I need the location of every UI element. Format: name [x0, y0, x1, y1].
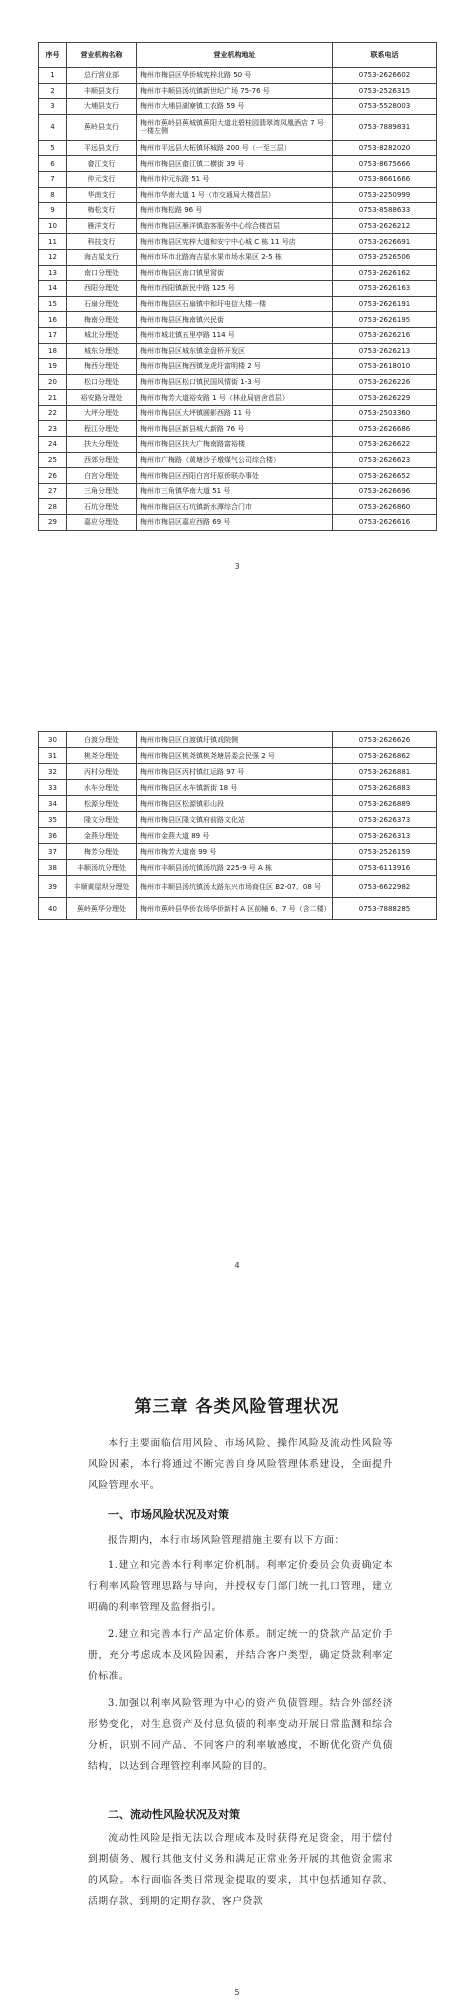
branch-phone: 0753-2626860: [333, 499, 437, 515]
row-no: 37: [39, 844, 67, 860]
branch-address: 梅州市梅芳大道裕安路 1 号（林业局宿舍首层）: [137, 390, 333, 406]
branch-name: 科技支行: [67, 234, 137, 250]
branch-name: 西阳分理处: [67, 281, 137, 297]
table-row: [39, 748, 437, 764]
chapter-intro: [88, 1433, 393, 1496]
header-branch-name: 营业机构名称: [67, 43, 137, 68]
branch-name: 大坪分理处: [67, 405, 137, 421]
branch-address: 梅州市梅县区大坪镇圆影西路 11 号: [137, 405, 333, 421]
branch-address: 梅州市梅县区梅南镇兴民街: [137, 312, 333, 328]
branch-address: 梅州市梅县区宪梓大道和安宁中心城 C 栋 11 号店: [137, 234, 333, 250]
page-number: 3: [234, 562, 240, 571]
paragraph: [88, 1555, 393, 1618]
branch-address: 梅州市华南大道 1 号（市交通局大楼首层）: [137, 187, 333, 203]
row-no: 38: [39, 860, 67, 876]
branch-name: 平远县支行: [67, 140, 137, 156]
branch-phone: 0753-2626881: [333, 764, 437, 780]
branch-address: 梅州市梅县区丙村镇红运路 97 号: [137, 764, 333, 780]
table-row: [39, 156, 437, 172]
branch-phone: 0753-8661666: [333, 171, 437, 187]
branch-address: 梅州市金燕大道 89 号: [137, 828, 333, 844]
branch-name: 隆文分理处: [67, 812, 137, 828]
branch-name: 水车分理处: [67, 780, 137, 796]
table-row: [39, 218, 437, 234]
branch-phone: 0753-2526315: [333, 83, 437, 99]
branch-name: 华南支行: [67, 187, 137, 203]
branch-address: 梅州市梅县区石坑镇新水潭综合门市: [137, 499, 333, 515]
row-no: 25: [39, 452, 67, 468]
branch-address: 梅州市梅县区水车镇新街 18 号: [137, 780, 333, 796]
row-no: 9: [39, 203, 67, 219]
table-row: [39, 515, 437, 531]
branch-address: 梅州市梅县区石扇镇中和圩电信大楼一楼: [137, 296, 333, 312]
branch-address: 梅州市丰顺县汤坑镇汤坑路 225-9 号 A 栋: [137, 860, 333, 876]
table-row: [39, 265, 437, 281]
branch-address: 梅州市梅县区南口镇里窝街: [137, 265, 333, 281]
branch-address: 梅州市广梅路（黄塘沙子墩煤气公司综合楼）: [137, 452, 333, 468]
branch-phone: 0753-8282020: [333, 140, 437, 156]
row-no: 7: [39, 171, 67, 187]
branch-address: 梅州市梅县区新县城大新路 76 号: [137, 421, 333, 437]
branch-name: 白宫分理处: [67, 468, 137, 484]
branch-name: 石扇分理处: [67, 296, 137, 312]
branch-address: 梅州市梅县区嘉应西路 69 号: [137, 515, 333, 531]
branch-address: 梅州市梅县区松口镇民国风情街 1-3 号: [137, 374, 333, 390]
branch-name: 总行营业部: [67, 68, 137, 84]
header-no: 序号: [39, 43, 67, 68]
branch-name: 裕安路分理处: [67, 390, 137, 406]
row-no: 32: [39, 764, 67, 780]
table-row: [39, 187, 437, 203]
row-no: 16: [39, 312, 67, 328]
table-row: [39, 732, 437, 748]
branch-name: 丰顺黄屋坝分理处: [67, 876, 137, 898]
branch-phone: 0753-7888285: [333, 898, 437, 920]
branch-address: 梅州市梅县区白渡镇圩镇戏院侧: [137, 732, 333, 748]
branch-phone: 0753-2626226: [333, 374, 437, 390]
branch-name: 嘉应分理处: [67, 515, 137, 531]
row-no: 23: [39, 421, 67, 437]
branch-address: 梅州市蕉岭县华侨农场华侨新村 A 区前幢 6、7 号（含二楼）: [137, 898, 333, 920]
branch-name: 西郊分理处: [67, 452, 137, 468]
branch-name: 城北分理处: [67, 327, 137, 343]
branch-phone: 0753-2250999: [333, 187, 437, 203]
row-no: 40: [39, 898, 67, 920]
branch-phone: 0753-8588633: [333, 203, 437, 219]
branch-address: 梅州市梅县区扶大广梅南路富裕楼: [137, 437, 333, 453]
branch-address: 梅州市仲元东路 51 号: [137, 171, 333, 187]
branch-address: 梅州市梅县区城东镇金盘桥开发区: [137, 343, 333, 359]
branch-phone: 0753-2626213: [333, 343, 437, 359]
table-row: [39, 99, 437, 115]
branch-address: 梅州市梅县区桃尧镇桃尧塘居委会民强 2 号: [137, 748, 333, 764]
table-row: [39, 483, 437, 499]
branch-name: 金燕分理处: [67, 828, 137, 844]
row-no: 28: [39, 499, 67, 515]
row-no: 33: [39, 780, 67, 796]
paragraph-text: 2.建立和完善本行产品定价体系。制定统一的贷款产品定价手册，充分考虑成本及风险因素，并结合客户类型，确定贷款利率定价标准。: [88, 1629, 393, 1682]
paragraph-text: 本行主要面临信用风险、市场风险、操作风险及流动性风险等风险因素，本行将通过不断完善自身风险管理体系建设，全面提升风险管理水平。: [88, 1438, 393, 1491]
row-no: 11: [39, 234, 67, 250]
table-row: [39, 844, 437, 860]
row-no: 6: [39, 156, 67, 172]
row-no: 3: [39, 99, 67, 115]
table-row: [39, 234, 437, 250]
table-row: [39, 780, 437, 796]
paragraph: [88, 1624, 393, 1687]
table-row: [39, 860, 437, 876]
branch-phone: 0753-2626216: [333, 327, 437, 343]
paragraph: [88, 1693, 393, 1777]
branch-phone: 0753-2626889: [333, 796, 437, 812]
branch-phone: 0753-2626862: [333, 748, 437, 764]
branch-name: 蕉岭蕉华分理处: [67, 898, 137, 920]
row-no: 4: [39, 114, 67, 140]
branch-address: 梅州市梅县区畲江镇二横街 39 号: [137, 156, 333, 172]
branch-phone: 0753-2626691: [333, 234, 437, 250]
branch-name: 畲江支行: [67, 156, 137, 172]
branch-name: 梅南分理处: [67, 312, 137, 328]
branch-address: 梅州市丰顺县汤坑镇汤太路东兴市场商住区 B2-07、08 号: [137, 876, 333, 898]
branch-address: 梅州市西阳镇新民中路 125 号: [137, 281, 333, 297]
header-phone: 联系电话: [333, 43, 437, 68]
branch-table-page-3: [38, 42, 437, 531]
table-row: [39, 828, 437, 844]
page-number: 4: [234, 1261, 240, 1270]
table-row: [39, 171, 437, 187]
row-no: 26: [39, 468, 67, 484]
branch-address: 梅州市梅县区雁洋镇游客服务中心综合楼首层: [137, 218, 333, 234]
table-row: [39, 374, 437, 390]
section-heading-liquidity-risk: 二、流动性风险状况及对策: [108, 1808, 240, 1821]
branch-name: 城东分理处: [67, 343, 137, 359]
row-no: 27: [39, 483, 67, 499]
row-no: 22: [39, 405, 67, 421]
branch-phone: 0753-2626652: [333, 468, 437, 484]
table-row: [39, 468, 437, 484]
table-row: [39, 281, 437, 297]
chapter-title: 第三章 各类风险管理状况: [134, 1397, 340, 1417]
paragraph-text: 3.加强以利率风险管理为中心的资产负债管理。结合外部经济形势变化，对生息资产及付息负债的利率变动开展日常监测和综合分析，识别不同产品、不同客户的利率敏感度，不断优化资产负债结构，以达到合理管控利率风险的目的。: [88, 1698, 393, 1772]
branch-phone: 0753-2626686: [333, 421, 437, 437]
table-row: [39, 312, 437, 328]
paragraph-text: 流动性风险是指无法以合理成本及时获得充足资金，用于偿付到期债务、履行其他支付义务和满足正常业务开展的其他资金需求的风险。本行面临各类日常现金提取的要求，其中包括通知存款、活期存款、到期的定期存款、客户贷款: [88, 1833, 393, 1907]
branch-name: 海吉星支行: [67, 249, 137, 265]
table-row: [39, 203, 437, 219]
branch-name: 松源分理处: [67, 796, 137, 812]
branch-phone: 0753-2626229: [333, 390, 437, 406]
branch-name: 程江分理处: [67, 421, 137, 437]
row-no: 24: [39, 437, 67, 453]
branch-name: 丰顺县支行: [67, 83, 137, 99]
branch-phone: 0753-7889831: [333, 114, 437, 140]
table-row: [39, 140, 437, 156]
table-row: [39, 437, 437, 453]
branch-phone: 0753-2626163: [333, 281, 437, 297]
row-no: 1: [39, 68, 67, 84]
table-row: [39, 327, 437, 343]
branch-phone: 0753-2626162: [333, 265, 437, 281]
branch-phone: 0753-2626195: [333, 312, 437, 328]
table-row: [39, 796, 437, 812]
branch-table-page-4: [38, 731, 437, 920]
branch-name: 梅西分理处: [67, 359, 137, 375]
branch-phone: 0753-2626313: [333, 828, 437, 844]
row-no: 18: [39, 343, 67, 359]
branch-name: 南口分理处: [67, 265, 137, 281]
branch-phone: 0753-2626696: [333, 483, 437, 499]
branch-address: 梅州市蕉岭县蕉城镇蕉阳大道北碧桂园翡翠湾凤凰酒店 7 号一楼左侧: [137, 114, 333, 140]
branch-phone: 0753-2626212: [333, 218, 437, 234]
branch-address: 梅州市梅松路 96 号: [137, 203, 333, 219]
branch-name: 梅松支行: [67, 203, 137, 219]
branch-name: 白渡分理处: [67, 732, 137, 748]
row-no: 12: [39, 249, 67, 265]
section-heading-market-risk: 一、市场风险状况及对策: [108, 1508, 229, 1521]
table-row: [39, 359, 437, 375]
table-row: [39, 343, 437, 359]
branch-address: 梅州市平远县大柘镇环城路 200 号（一至三层）: [137, 140, 333, 156]
branch-phone: 0753-2626622: [333, 437, 437, 453]
header-branch-address: 营业机构地址: [137, 43, 333, 68]
branch-phone: 0753-2626623: [333, 452, 437, 468]
row-no: 14: [39, 281, 67, 297]
paragraph: [88, 1530, 393, 1551]
branch-phone: 0753-2626883: [333, 780, 437, 796]
paragraph-text: 1.建立和完善本行利率定价机制。利率定价委员会负责确定本行利率风险管理思路与导向，并授权专门部门统一扎口管理，建立明确的利率管理及监督指引。: [88, 1560, 393, 1613]
branch-address: 梅州市梅芳大道南 99 号: [137, 844, 333, 860]
paragraph-text: 报告期内，本行市场风险管理措施主要有以下方面：: [108, 1535, 345, 1546]
row-no: 36: [39, 828, 67, 844]
row-no: 30: [39, 732, 67, 748]
branch-name: 扶大分理处: [67, 437, 137, 453]
branch-address: 梅州市梅县区松源镇彩山段: [137, 796, 333, 812]
table-header-row: [39, 43, 437, 68]
branch-address: 梅州市梅县区华侨城宪梓北路 50 号: [137, 68, 333, 84]
row-no: 19: [39, 359, 67, 375]
branch-phone: 0753-2526506: [333, 249, 437, 265]
table-row: [39, 390, 437, 406]
branch-address: 梅州市梅县区西阳白宫圩原侨联办事处: [137, 468, 333, 484]
row-no: 13: [39, 265, 67, 281]
branch-address: 梅州市丰顺县汤坑镇新世纪广场 75-76 号: [137, 83, 333, 99]
branch-name: 松口分理处: [67, 374, 137, 390]
branch-address: 梅州市三角镇华南大道 51 号: [137, 483, 333, 499]
table-row: [39, 876, 437, 898]
branch-name: 丰顺汤坑分理处: [67, 860, 137, 876]
table-row: [39, 898, 437, 920]
table-row: [39, 764, 437, 780]
branch-phone: 0753-2626602: [333, 68, 437, 84]
branch-phone: 0753-6622982: [333, 876, 437, 898]
table-row: [39, 405, 437, 421]
branch-address: 梅州市大埔县湖寮镇工农路 59 号: [137, 99, 333, 115]
table-row: [39, 68, 437, 84]
row-no: 10: [39, 218, 67, 234]
branch-address: 梅州市梅县区梅西镇龙虎圩富明楼 2 号: [137, 359, 333, 375]
branch-phone: 0753-5528003: [333, 99, 437, 115]
table-row: [39, 296, 437, 312]
branch-name: 雁洋支行: [67, 218, 137, 234]
row-no: 21: [39, 390, 67, 406]
row-no: 8: [39, 187, 67, 203]
branch-phone: 0753-2626373: [333, 812, 437, 828]
table-row: [39, 249, 437, 265]
row-no: 5: [39, 140, 67, 156]
row-no: 31: [39, 748, 67, 764]
branch-name: 丙村分理处: [67, 764, 137, 780]
branch-phone: 0753-2618010: [333, 359, 437, 375]
branch-address: 梅州市城北镇五里亭路 114 号: [137, 327, 333, 343]
branch-phone: 0753-2626191: [333, 296, 437, 312]
table-row: [39, 421, 437, 437]
row-no: 35: [39, 812, 67, 828]
row-no: 34: [39, 796, 67, 812]
branch-name: 三角分理处: [67, 483, 137, 499]
branch-name: 梅芳分理处: [67, 844, 137, 860]
branch-name: 大埔县支行: [67, 99, 137, 115]
branch-phone: 0753-2626626: [333, 732, 437, 748]
branch-address: 梅州市环市北路海吉星水果市场水果区 2-5 栋: [137, 249, 333, 265]
row-no: 2: [39, 83, 67, 99]
branch-phone: 0753-2526159: [333, 844, 437, 860]
branch-phone: 0753-8675666: [333, 156, 437, 172]
row-no: 15: [39, 296, 67, 312]
branch-phone: 0753-6113916: [333, 860, 437, 876]
paragraph: [88, 1828, 393, 1912]
table-row: [39, 499, 437, 515]
table-row: [39, 114, 437, 140]
branch-name: 石坑分理处: [67, 499, 137, 515]
table-row: [39, 812, 437, 828]
row-no: 20: [39, 374, 67, 390]
branch-phone: 0753-2503360: [333, 405, 437, 421]
row-no: 17: [39, 327, 67, 343]
row-no: 29: [39, 515, 67, 531]
branch-name: 蕉岭县支行: [67, 114, 137, 140]
row-no: 39: [39, 876, 67, 898]
branch-address: 梅州市梅县区隆文镇府前路文化站: [137, 812, 333, 828]
branch-phone: 0753-2626616: [333, 515, 437, 531]
page-number: 5: [234, 1988, 240, 1997]
table-row: [39, 452, 437, 468]
branch-name: 仲元支行: [67, 171, 137, 187]
table-row: [39, 83, 437, 99]
branch-name: 桃尧分理处: [67, 748, 137, 764]
